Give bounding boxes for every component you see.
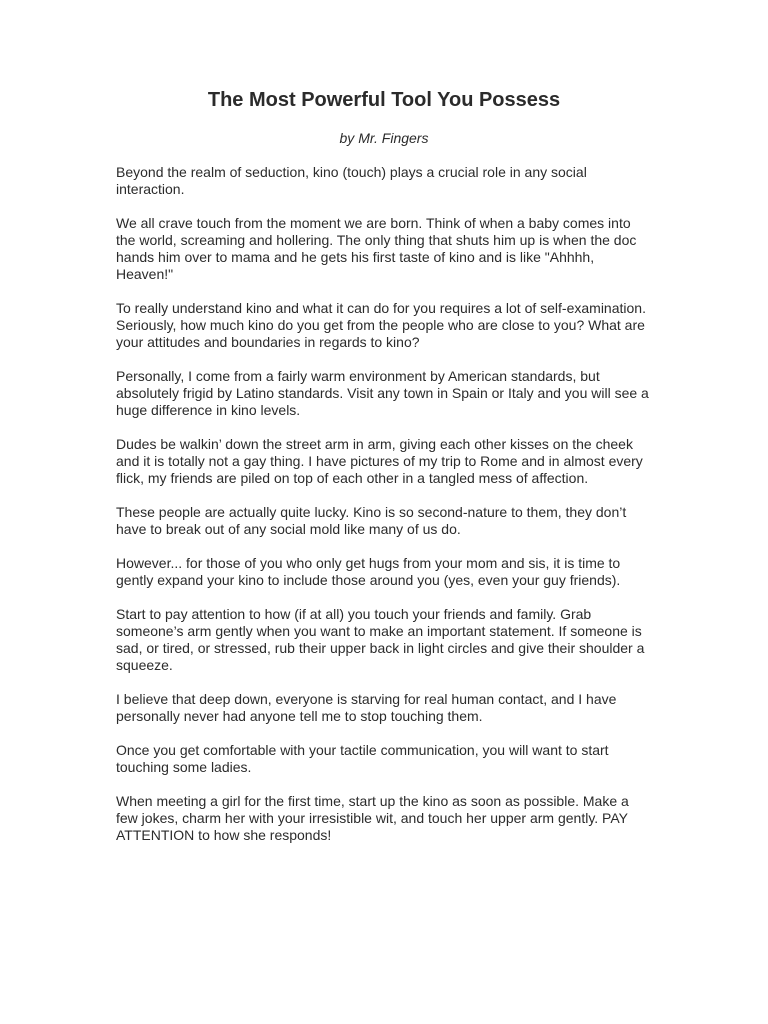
document-title: The Most Powerful Tool You Possess: [207, 89, 561, 111]
document-body: [116, 164, 652, 844]
paragraph: I believe that deep down, everyone is starving for real human contact, and I have personally never had anyone tell me to stop touching them.: [116, 691, 617, 724]
paragraph: When meeting a girl for the first time, start up the kino as soon as possible. Make a few jokes, charm her with your irresistible wit, and touch her upper arm gently. PAY ATTENTION to how she responds!: [116, 793, 629, 843]
paragraph: Personally, I come from a fairly warm environment by American standards, but absolutely frigid by Latino standards. Visit any town in Spain or Italy and you will see a huge difference in kino levels.: [116, 368, 649, 418]
paragraph: To really understand kino and what it can do for you requires a lot of self-examination. Seriously, how much kino do you get from the people who are close to you? What are your attitudes and boundaries in regards to kino?: [116, 300, 646, 350]
paragraph: Start to pay attention to how (if at all) you touch your friends and family. Grab someone’s arm gently when you want to make an important statement. If someone is sad, or tired, or stressed, rub their upper back in light circles and give their shoulder a squeeze.: [116, 606, 645, 673]
paragraph: We all crave touch from the moment we are born. Think of when a baby comes into the world, screaming and hollering. The only thing that shuts him up is when the doc hands him over to mama and he gets his first taste of kino and is like "Ahhhh, Heaven!": [116, 215, 637, 282]
document-byline: by Mr. Fingers: [339, 130, 429, 146]
paragraph: Once you get comfortable with your tactile communication, you will want to start touching some ladies.: [116, 742, 609, 775]
paragraph: Dudes be walkin’ down the street arm in arm, giving each other kisses on the cheek and it is totally not a gay thing. I have pictures of my trip to Rome and in almost every flick, my friends are piled on top of each other in a tangled mess of affection.: [116, 436, 643, 486]
paragraph: However... for those of you who only get hugs from your mom and sis, it is time to gently expand your kino to include those around you (yes, even your guy friends).: [116, 555, 621, 588]
document-page: [116, 88, 652, 861]
paragraph: These people are actually quite lucky. Kino is so second-nature to them, they don’t have to break out of any social mold like many of us do.: [116, 504, 627, 537]
paragraph: Beyond the realm of seduction, kino (touch) plays a crucial role in any social interaction.: [116, 164, 587, 197]
